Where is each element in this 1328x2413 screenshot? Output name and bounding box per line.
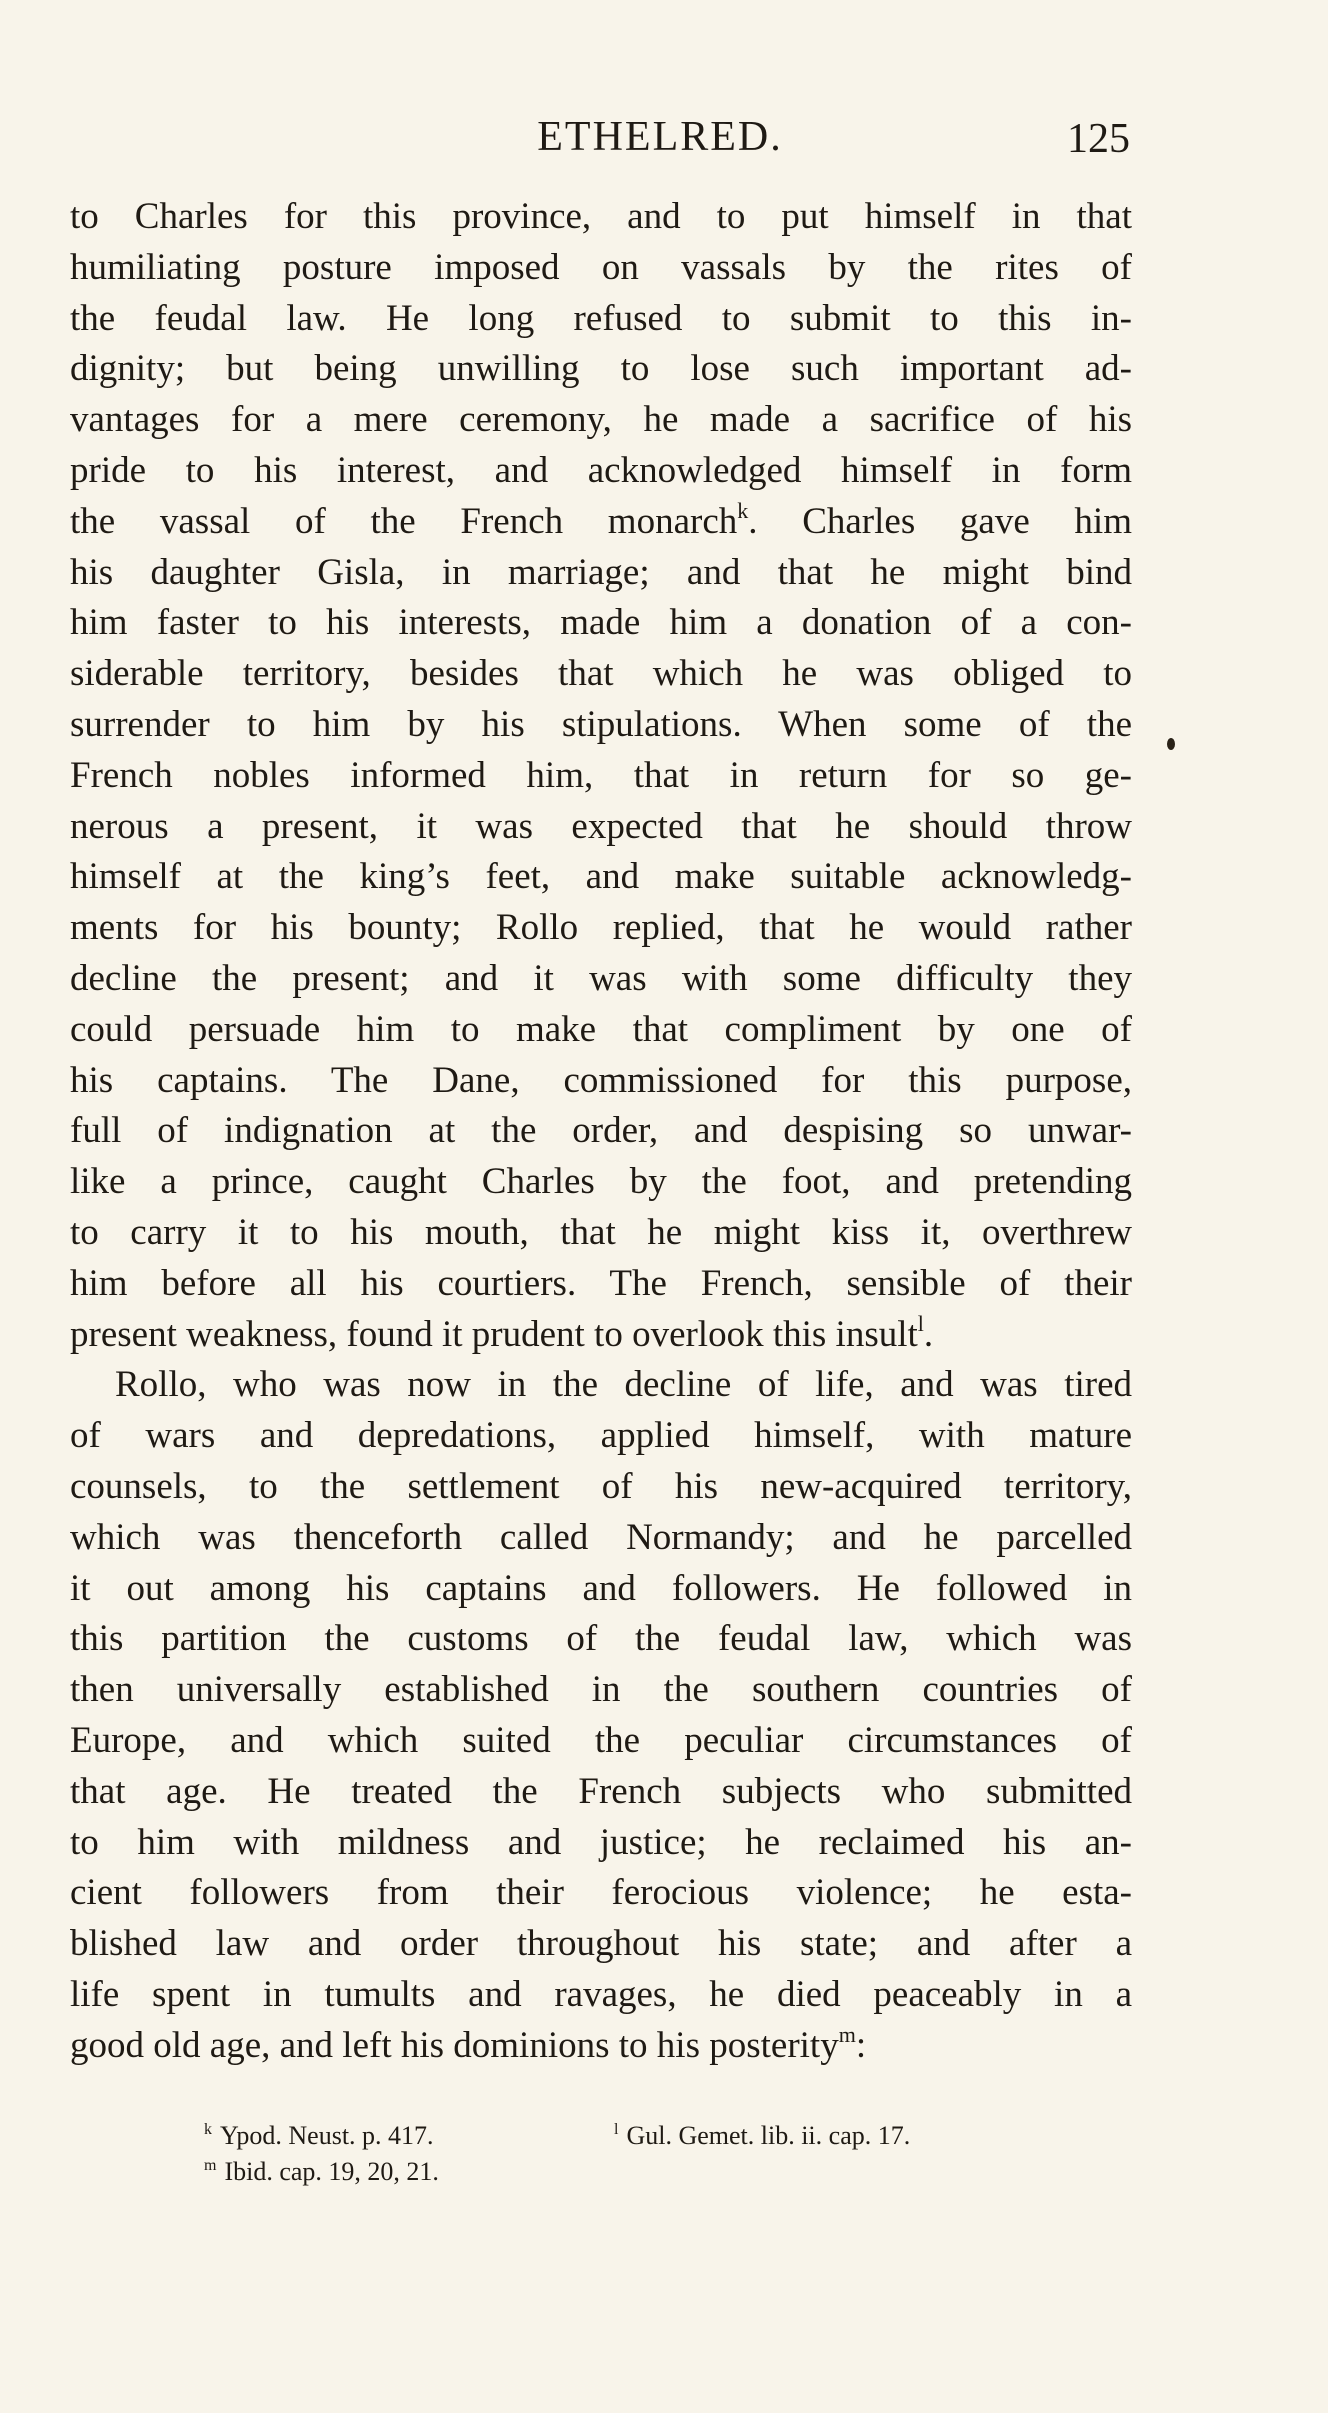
text-line: cient followers from their ferocious violence; he esta-	[70, 1872, 1132, 1914]
footnote-text: Ypod. Neust. p. 417.	[220, 2121, 434, 2150]
footnote-k	[204, 2118, 614, 2154]
text-segment: good old age, and left his dominions to his posterity	[70, 2024, 839, 2066]
text-line: of wars and depredations, applied himself, with mature	[70, 1415, 1132, 1457]
text-line: decline the present; and it was with some difficulty they	[70, 957, 1132, 999]
text-line: dignity; but being unwilling to lose such important ad-	[70, 348, 1132, 390]
text-line: to Charles for this province, and to put himself in that	[70, 196, 1132, 237]
text-line: pride to his interest, and acknowledged himself in form	[70, 449, 1132, 491]
text-line: himself at the king’s feet, and make suitable acknowledg-	[70, 856, 1132, 898]
text-line: French nobles informed him, that in return for so ge-	[70, 754, 1132, 796]
text-line: siderable territory, besides that which he was obliged to	[70, 653, 1132, 695]
text-line: to him with mildness and justice; he reclaimed his an-	[70, 1821, 1132, 1863]
footnotes	[204, 2118, 1084, 2190]
text-line: vantages for a mere ceremony, he made a sacrifice of his	[70, 399, 1132, 441]
footnote-ref-k[interactable]: k	[737, 497, 749, 523]
text-line: life spent in tumults and ravages, he died peaceably in a	[70, 1973, 1132, 2015]
text-line: this partition the customs of the feudal law, which was	[70, 1618, 1132, 1660]
footnote-row	[204, 2154, 1084, 2190]
text-line: him before all his courtiers. The French, sensible of their	[70, 1262, 1132, 1304]
text-line: ments for his bounty; Rollo replied, that he would rather	[70, 907, 1132, 949]
text-line: could persuade him to make that compliment by one of	[70, 1008, 1132, 1050]
running-title: ETHELRED.	[537, 114, 783, 160]
body-text	[70, 192, 1132, 2071]
text-segment: .	[923, 1313, 934, 1355]
footnote-row	[204, 2118, 1084, 2154]
footnote-mark: k	[204, 2121, 212, 2138]
page-number: 125	[1067, 116, 1130, 162]
text-line: the feudal law. He long refused to submit to this in-	[70, 297, 1132, 339]
footnote-text: Ibid. cap. 19, 20, 21.	[224, 2157, 439, 2186]
footnote-l	[614, 2118, 910, 2154]
text-line: blished law and order throughout his state; and after a	[70, 1923, 1132, 1965]
text-line: then universally established in the southern countries of	[70, 1669, 1132, 1711]
footnote-mark: l	[614, 2121, 619, 2138]
text-line: humiliating posture imposed on vassals by the rites of	[70, 246, 1132, 288]
footnote-ref-l[interactable]: l	[917, 1310, 924, 1336]
footnote-m	[204, 2154, 439, 2190]
text-line: counsels, to the settlement of his new-acquired territory,	[70, 1465, 1132, 1507]
margin-ink-mark	[1167, 738, 1175, 750]
text-line: which was thenceforth called Normandy; and he parcelled	[70, 1516, 1132, 1558]
text-line: his daughter Gisla, in marriage; and that he might bind	[70, 551, 1132, 593]
text-segment: :	[855, 2024, 867, 2066]
paragraph-end-line	[70, 1310, 1132, 1361]
text-line: Europe, and which suited the peculiar circumstances of	[70, 1719, 1132, 1761]
text-segment: the vassal of the French monarch	[70, 500, 738, 542]
text-line: to carry it to his mouth, that he might kiss it, overthrew	[70, 1211, 1132, 1253]
text-segment: present weakness, found it prudent to overlook this insult	[70, 1313, 918, 1355]
text-line	[70, 497, 1132, 548]
text-segment: . Charles gave him	[748, 500, 1132, 542]
footnote-text: Gul. Gemet. lib. ii. cap. 17.	[626, 2121, 911, 2150]
paragraph-start-line: Rollo, who was now in the decline of life, and was tired	[115, 1364, 1132, 1406]
text-line: like a prince, caught Charles by the foot, and pretending	[70, 1161, 1132, 1203]
text-line: it out among his captains and followers. He followed in	[70, 1567, 1132, 1609]
text-line: him faster to his interests, made him a donation of a con-	[70, 602, 1132, 644]
text-line: his captains. The Dane, commissioned for this purpose,	[70, 1059, 1132, 1101]
text-line: nerous a present, it was expected that he should throw	[70, 805, 1132, 847]
text-line: that age. He treated the French subjects who submitted	[70, 1770, 1132, 1812]
footnote-ref-m[interactable]: m	[838, 2021, 856, 2047]
footnote-mark: m	[204, 2157, 217, 2174]
text-line: surrender to him by his stipulations. When some of the	[70, 703, 1132, 745]
paragraph-end-line	[70, 2021, 1132, 2072]
text-line: full of indignation at the order, and despising so unwar-	[70, 1110, 1132, 1152]
